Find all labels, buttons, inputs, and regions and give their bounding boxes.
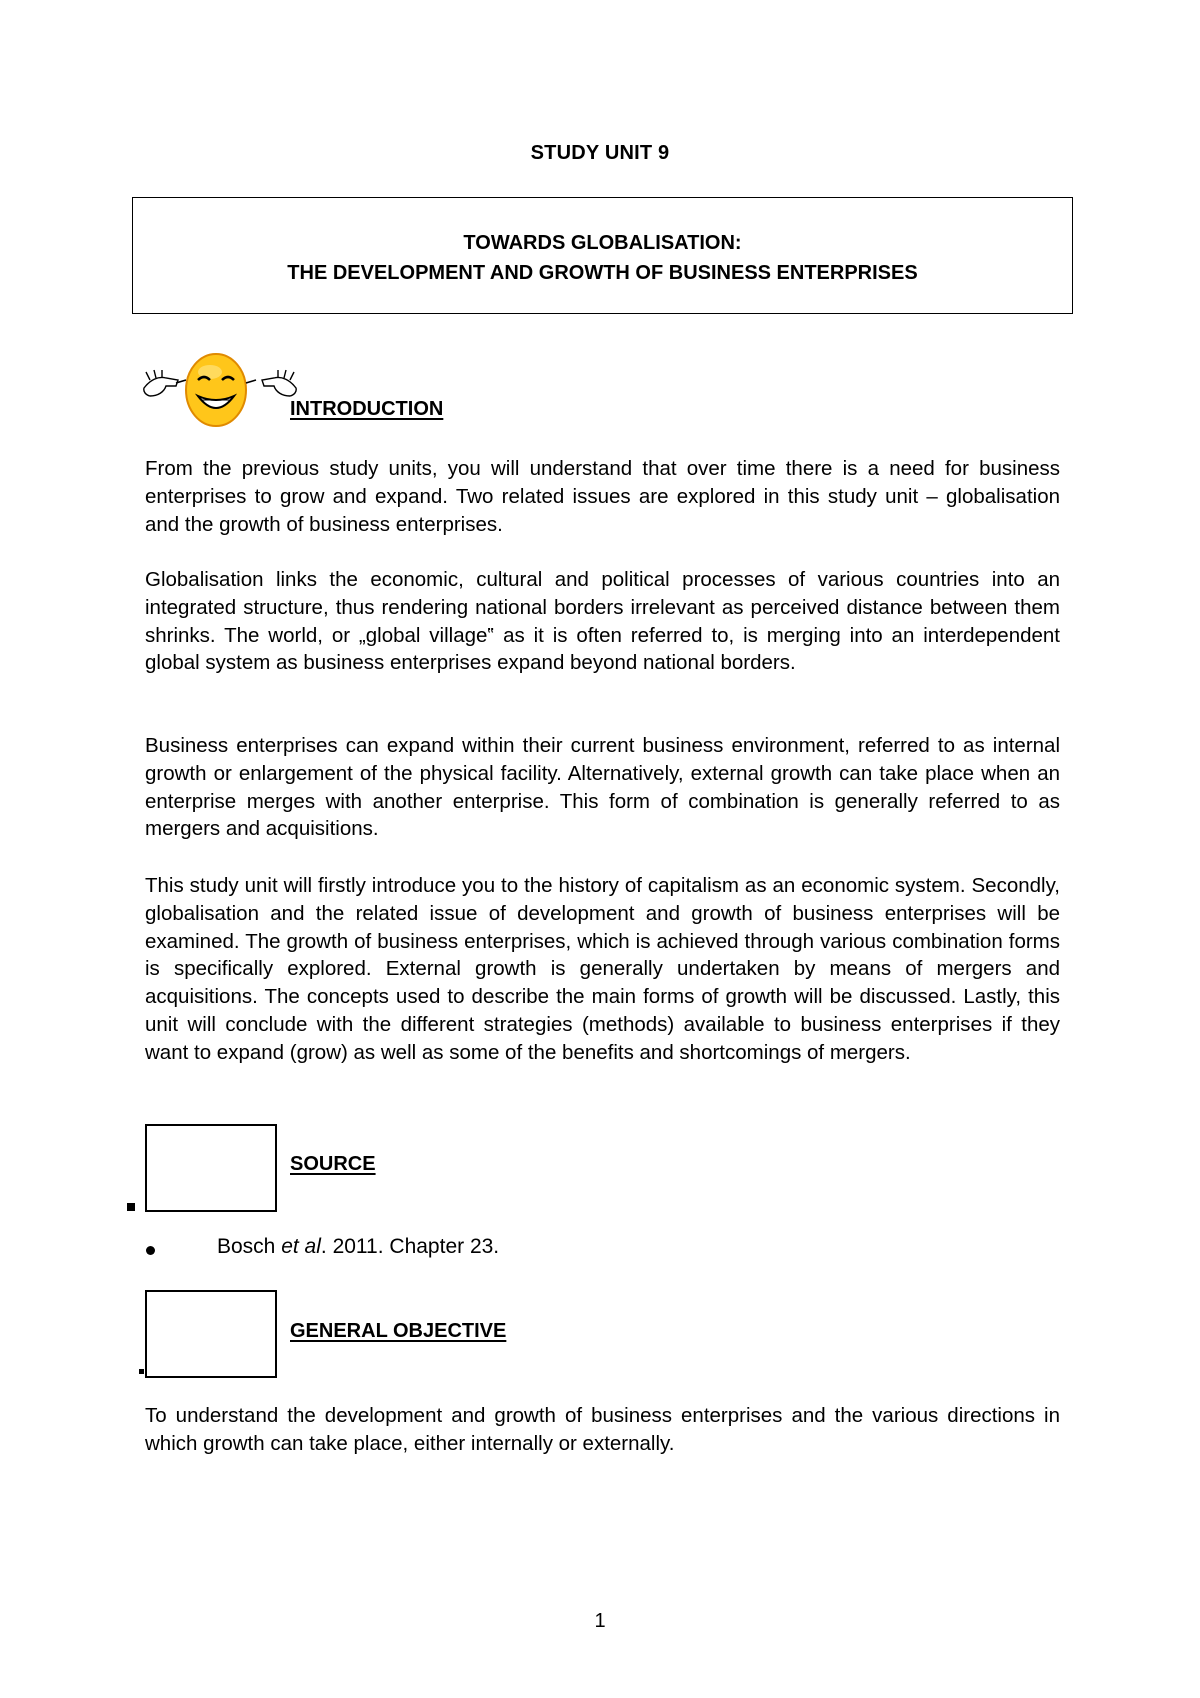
objective-text: To understand the development and growth of business enterprises and the various directions in which growth can take place, either internally or externally. [145,1404,1060,1455]
general-objective-heading: GENERAL OBJECTIVE [290,1320,507,1342]
intro-paragraph-1: From the previous study units, you will understand that over time there is a need for business enterprises to grow and expand. Two related issues are explored in this study unit – globalisation and the growth of business enterprises. [145,457,1060,536]
left-hand-icon [144,370,178,396]
title-box [132,197,1073,314]
title-line-2: THE DEVELOPMENT AND GROWTH OF BUSINESS ENTERPRISES [287,262,918,284]
right-hand-icon [262,370,296,396]
title-line-1: TOWARDS GLOBALISATION: [463,232,742,254]
source-icon-placeholder [145,1124,277,1212]
introduction-heading: INTRODUCTION [290,398,444,420]
source-item-italic: et al [281,1235,321,1258]
objective-icon-placeholder [145,1290,277,1378]
source-item-prefix: Bosch [217,1235,282,1258]
bullet-dot-icon [146,1246,155,1255]
intro-paragraph-3: Business enterprises can expand within their current business environment, referred to as internal growth or enlargement of the physical facility. Alternatively, external growth can take place when an enterprise merges with another enterprise. This form of combination is generally referred to as mergers and acquisitions. [145,734,1060,841]
square-bullet-icon [139,1369,144,1374]
intro-paragraph-2: Globalisation links the economic, cultural and political processes of various countries into an integrated structure, thus rendering national borders irrelevant as perceived distance between them shrinks. The world, or „global village‟ as it is often referred to, is merging into an interdependent global system as business enterprises expand beyond national borders. [145,568,1060,675]
source-item [217,1235,499,1259]
intro-paragraph-4: This study unit will firstly introduce you to the history of capitalism as an economic system. Secondly, globalisation and the related issue of development and growth of business enterprises will be examined. The growth of business enterprises, which is achieved through various combination forms is specifically explored. External growth is generally undertaken by means of mergers and acquisitions. The concepts used to describe the main forms of growth will be discussed. Lastly, this unit will conclude with the different strategies (methods) available to business enterprises if they want to expand (grow) as well as some of the benefits and shortcomings of mergers. [145,874,1060,1064]
source-item-suffix: . 2011. Chapter 23. [320,1235,500,1258]
smiley-face-icon [140,350,300,430]
page-number: 1 [594,1610,606,1632]
source-heading: SOURCE [290,1153,376,1175]
square-bullet-icon [127,1203,135,1211]
unit-title: STUDY UNIT 9 [530,142,670,164]
